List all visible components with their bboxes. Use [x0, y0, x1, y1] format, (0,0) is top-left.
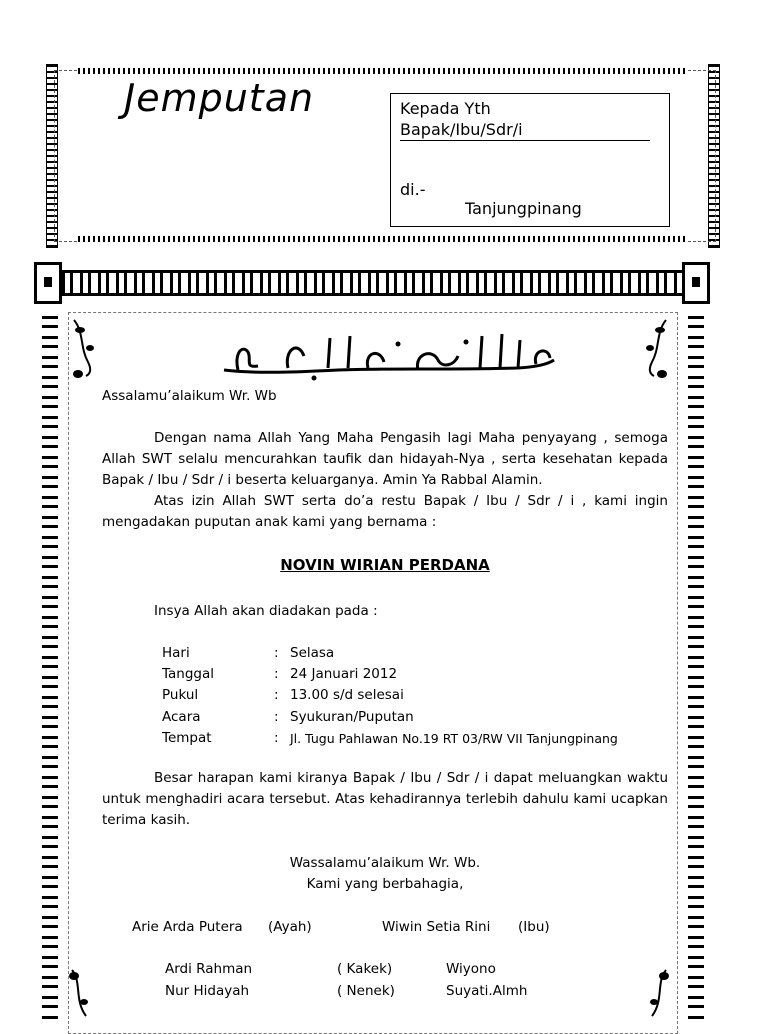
detail-label: Hari [162, 645, 190, 661]
invitation-title: Jemputan [124, 76, 315, 120]
grandfather-partner: Wiyono [446, 961, 496, 977]
grandmother-partner: Suyati.Almh [446, 983, 528, 999]
detail-label: Acara [162, 709, 201, 725]
flourish-top-right [642, 318, 670, 378]
detail-colon: : [274, 730, 279, 746]
address-recipient: Bapak/Ibu/Sdr/i [400, 120, 523, 139]
detail-label: Pukul [162, 687, 199, 703]
greek-key-border-left [42, 316, 58, 1024]
detail-colon: : [274, 687, 279, 703]
flourish-bottom-right [644, 966, 672, 1026]
detail-value: 13.00 s/d selesai [290, 687, 404, 703]
greeting: Assalamu’alaikum Wr. Wb [102, 388, 277, 404]
detail-label: Tempat [162, 730, 212, 746]
detail-label: Tanggal [162, 666, 215, 682]
address-underline [400, 140, 650, 141]
card-top-ornament [78, 68, 688, 74]
address-di: di.- [400, 180, 426, 199]
address-to: Kepada Yth [400, 99, 491, 118]
corner-ornament-left [34, 262, 62, 304]
flourish-top-left [70, 318, 98, 378]
child-name: NOVIN WIRIAN PERDANA [280, 556, 490, 574]
mother-name: Wiwin Setia Rini [382, 919, 491, 935]
grandmother-name: Nur Hidayah [165, 983, 250, 999]
corner-ornament-right [682, 262, 710, 304]
father-role: (Ayah) [268, 919, 312, 935]
greek-key-border-top [62, 270, 682, 296]
event-intro: Insya Allah akan diadakan pada : [154, 603, 378, 619]
flourish-bottom-left [66, 966, 94, 1026]
paragraph-closing-request: Besar harapan kami kiranya Bapak / Ibu / Sdr / i dapat meluangkan waktu untuk menghadiri acara tersebut. Atas kehadirannya terlebih dahulu kami ucapkan terima kasih. [102, 770, 668, 828]
detail-value: 24 Januari 2012 [290, 666, 398, 682]
paragraph-opening: Dengan nama Allah Yang Maha Pengasih lagi Maha penyayang , semoga Allah SWT selalu mencurahkan taufik dan hidayah-Nya , serta kesehatan kepada Bapak / Ibu / Sdr / i beserta keluarganya. Amin Ya Rabbal Alamin. [102, 430, 668, 488]
detail-value: Syukuran/Puputan [290, 709, 414, 725]
grandmother-role: ( Nenek) [337, 983, 395, 999]
closing-salam: Wassalamu’alaikum Wr. Wb. [289, 855, 481, 871]
signoff: Kami yang berbahagia, [306, 876, 464, 892]
address-city: Tanjungpinang [465, 199, 582, 218]
grandfather-role: ( Kakek) [337, 961, 393, 977]
detail-value: Jl. Tugu Pahlawan No.19 RT 03/RW VII Tanjungpinang [290, 731, 618, 746]
mother-role: (Ibu) [518, 919, 550, 935]
bismillah-calligraphy [218, 330, 558, 382]
detail-value: Selasa [290, 645, 335, 661]
detail-colon: : [274, 709, 279, 725]
card-bottom-ornament [78, 236, 688, 242]
detail-colon: : [274, 645, 279, 661]
detail-colon: : [274, 666, 279, 682]
greek-key-border-right [688, 316, 704, 1024]
paragraph-announcement: Atas izin Allah SWT serta do’a restu Bapak / Ibu / Sdr / i , kami ingin mengadakan puputan anak kami yang bernama : [102, 493, 668, 530]
grandfather-name: Ardi Rahman [165, 961, 253, 977]
father-name: Arie Arda Putera [132, 919, 243, 935]
